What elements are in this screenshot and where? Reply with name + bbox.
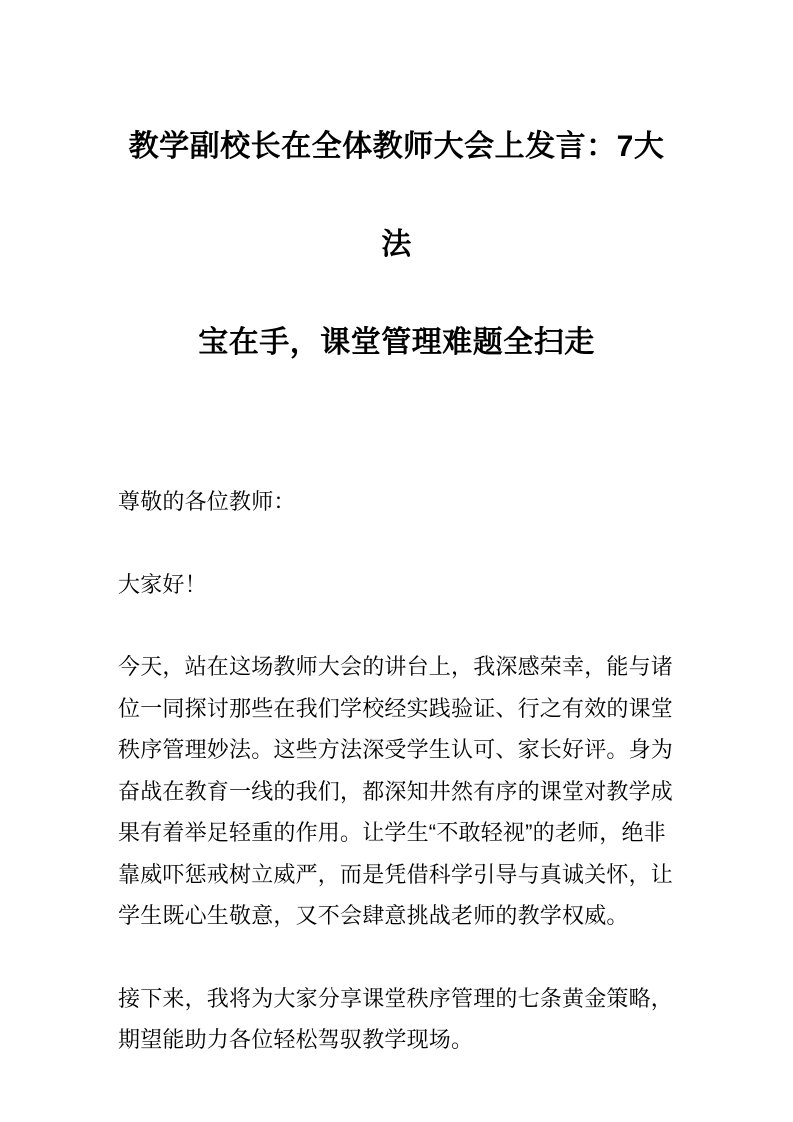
document-title-line-2: 宝在手，课堂管理难题全扫走: [198, 326, 595, 359]
paragraph-intro: 今天，站在这场教师大会的讲台上，我深感荣幸，能与诸位一同探讨那些在我们学校经实践验证、行之有效的课堂秩序管理妙法。这些方法深受学生认可、家长好评。身为奋战在教育一线的我们，都深知井然有序的课堂对教学成果有着举足轻重的作用。让学生“不敢轻视”的老师，绝非靠威吓惩戒树立威严，而是凭借科学引导与真诚关怀，让学生既心生敬意，又不会肆意挑战老师的教学权威。: [118, 654, 674, 928]
paragraph-transition: 接下来，我将为大家分享课堂秩序管理的七条黄金策略，期望能助力各位轻松驾驭教学现场。: [118, 985, 674, 1052]
document-title-line-1: 教学副校长在全体教师大会上发言：7大法: [128, 130, 665, 261]
paragraph-greeting: 大家好！: [118, 571, 207, 597]
paragraph-salutation: 尊敬的各位教师：: [118, 489, 296, 514]
document-title: [118, 98, 675, 392]
document-body: [118, 481, 675, 1061]
